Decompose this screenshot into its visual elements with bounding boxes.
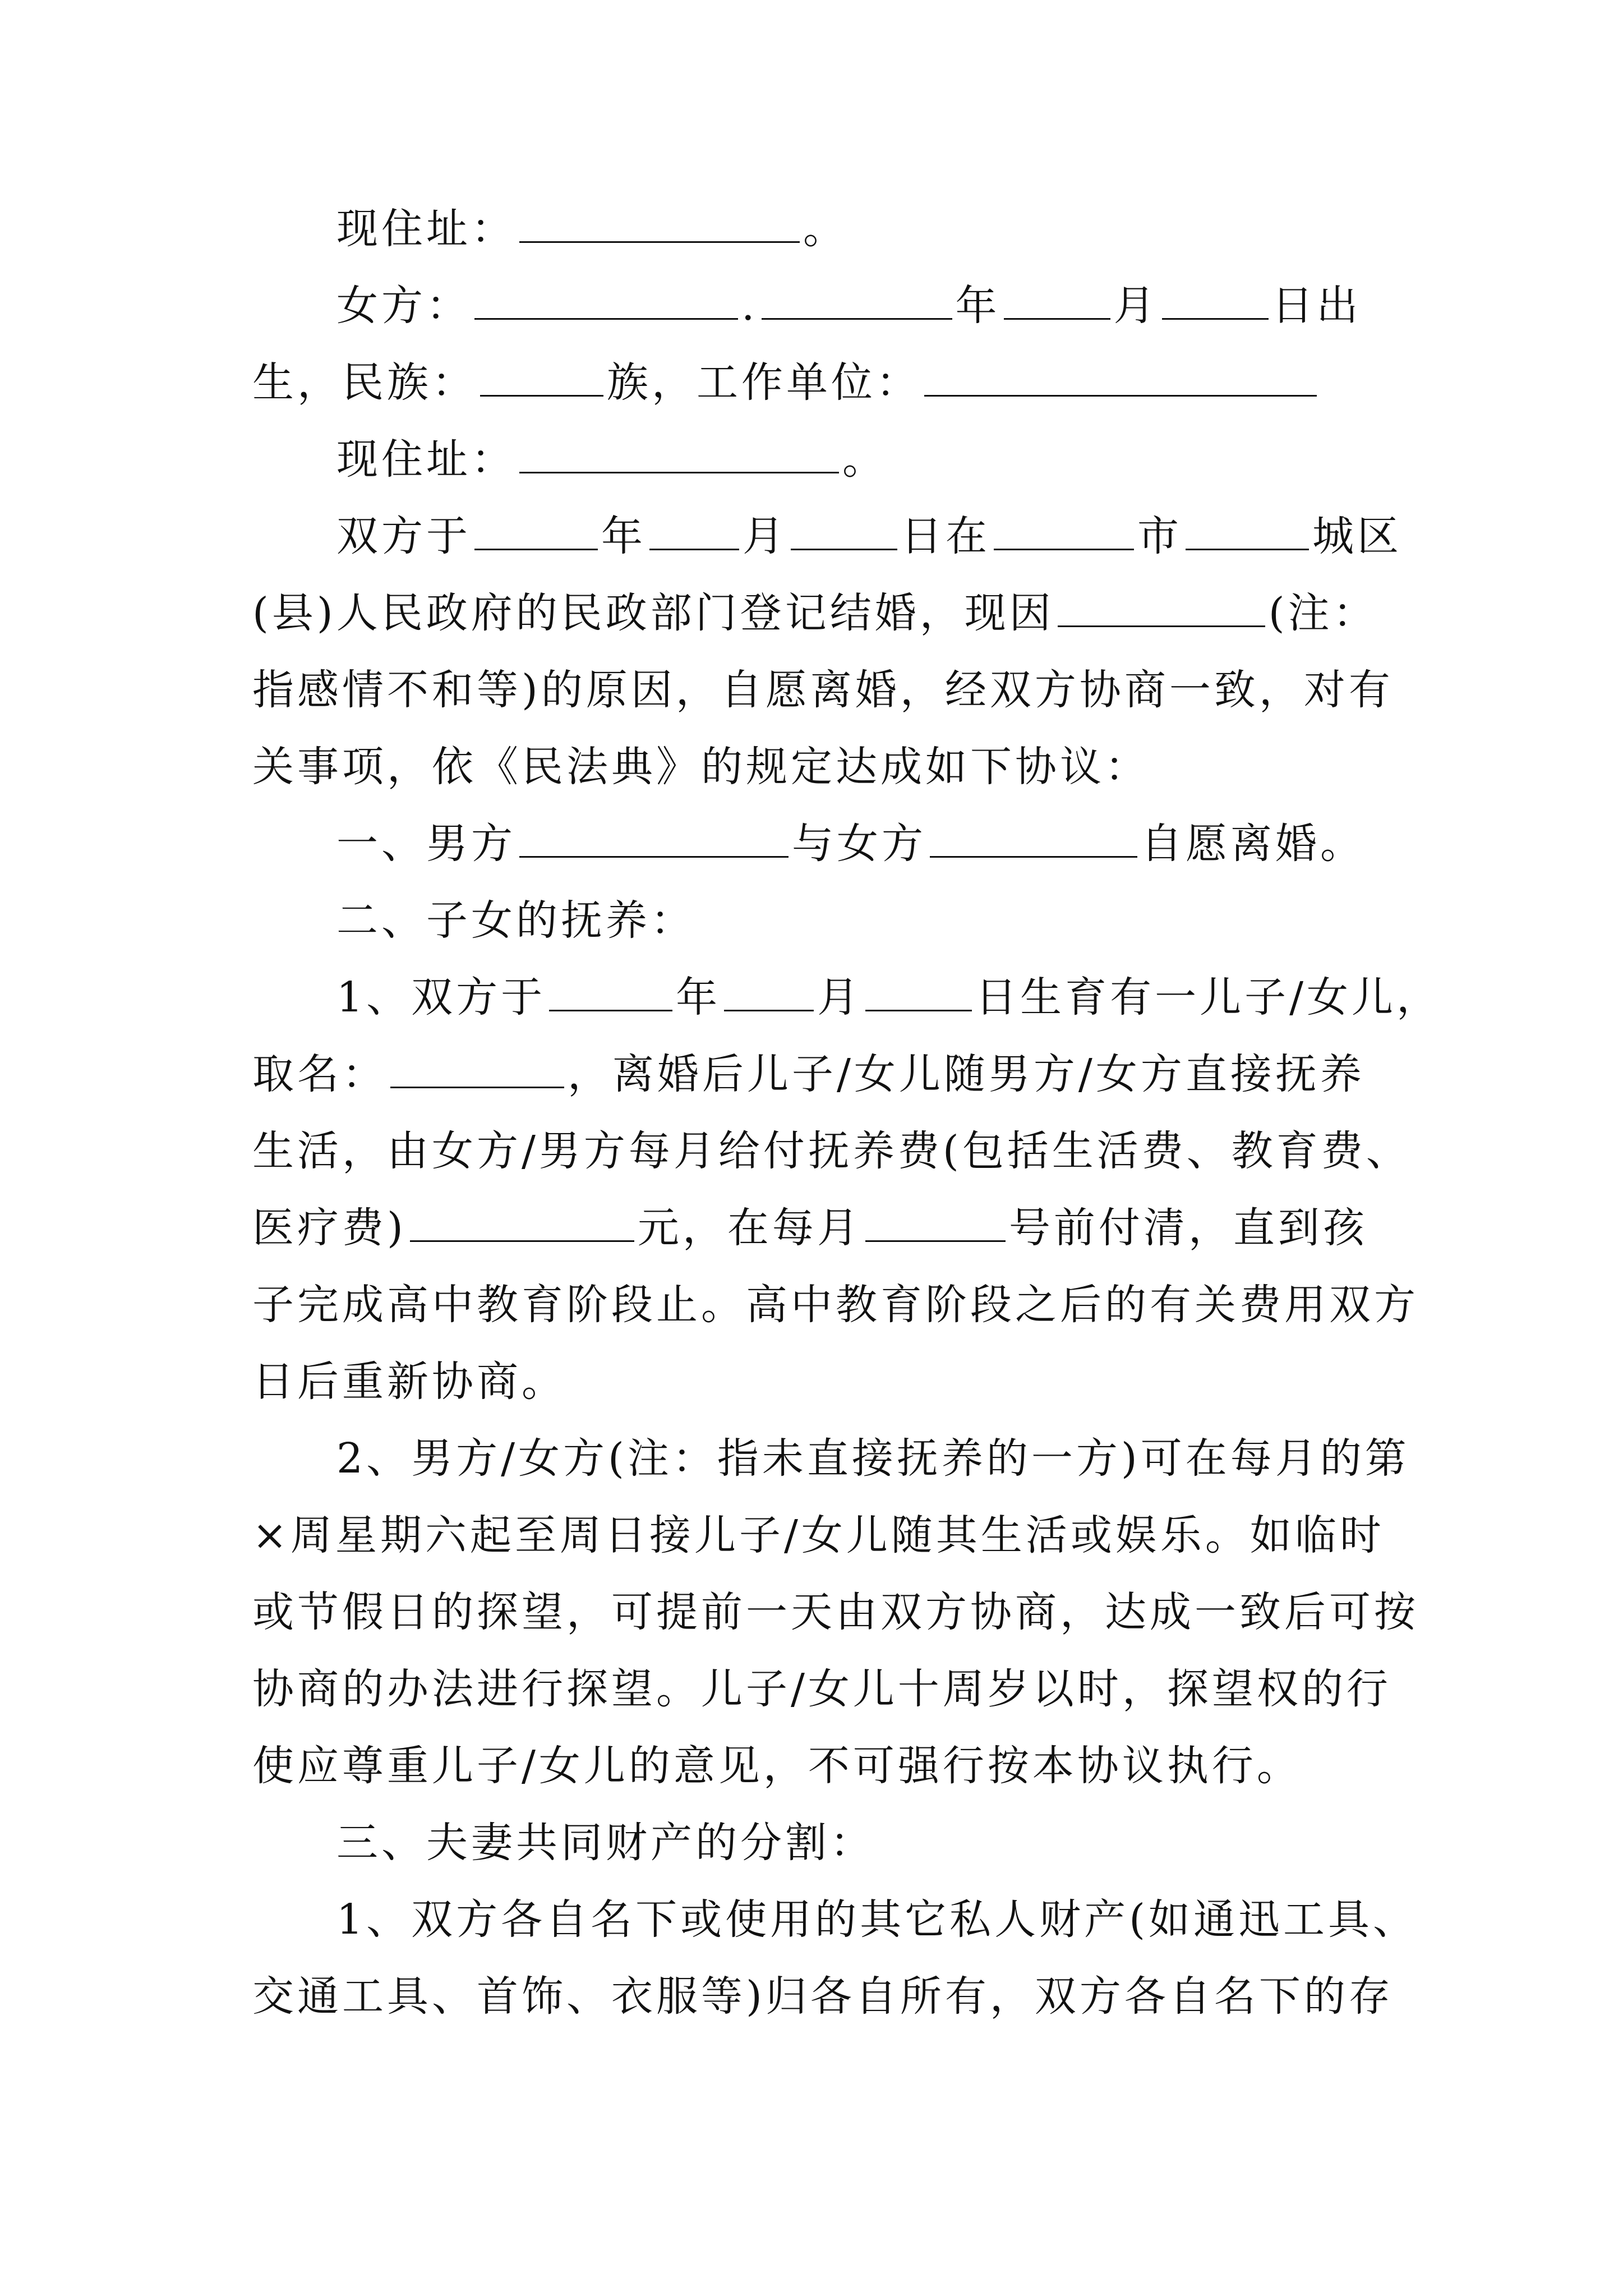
clause-3-heading: 三、夫妻共同财产的分割：: [336, 1819, 875, 1867]
birth-day-blank[interactable]: [1162, 284, 1269, 320]
period: 。: [842, 435, 887, 484]
text: 取名：: [252, 1050, 387, 1098]
text: 年: [601, 512, 646, 560]
female-name-blank[interactable]: [474, 284, 738, 320]
current-address-line-1: [252, 191, 1380, 268]
support-line: 生活，由女方/男方每月给付抚养费(包括生活费、教育费、: [252, 1127, 1411, 1175]
text: 自愿离婚。: [1141, 820, 1365, 868]
district-blank[interactable]: [1186, 515, 1309, 550]
clause-3-1-line-2: 交通工具、首饰、衣服等)归各自所有，双方各自名下的存: [252, 1972, 1394, 2021]
text: 月: [743, 512, 787, 560]
text: 日生育有一儿子/女儿，: [975, 973, 1442, 1022]
clause-2-2-line-5: 使应尊重儿子/女儿的意见，不可强行按本协议执行。: [252, 1742, 1302, 1790]
document-body: [252, 191, 1442, 2035]
child-name-line: [252, 1036, 1380, 1113]
clause-1-line: [252, 806, 1380, 882]
renegotiate-line: 日后重新协商。: [252, 1358, 566, 1406]
text: 市: [1137, 512, 1182, 560]
period: 。: [803, 205, 848, 253]
marriage-date-line: [252, 498, 1402, 575]
city-blank[interactable]: [994, 515, 1134, 550]
medical-fee-line: [252, 1190, 1380, 1267]
marriage-day-blank[interactable]: [791, 515, 897, 550]
text: 与女方: [792, 820, 926, 868]
text: 城区: [1312, 512, 1402, 560]
ethnicity-line: [252, 344, 1380, 421]
year-label: 年: [955, 282, 1000, 330]
child-birth-year-blank[interactable]: [549, 976, 672, 1011]
text: 一、男方: [336, 820, 516, 868]
day-label: 日出: [1271, 282, 1362, 330]
clause-2-2-line-1: 2、男方/女方(注：指未直接抚养的一方)可在每月的第: [336, 1434, 1410, 1483]
text: 日在: [901, 512, 990, 560]
birth-year-blank[interactable]: [762, 284, 952, 320]
child-birth-month-blank[interactable]: [724, 976, 814, 1011]
clause-2-2-line-3: 或节假日的探望，可提前一天由双方协商，达成一致后可按: [252, 1588, 1419, 1636]
support-amount-blank[interactable]: [410, 1207, 634, 1242]
clause-2-1-line: [252, 959, 1442, 1036]
text: 元，在每月: [637, 1204, 862, 1252]
address-label: 现住址：: [336, 205, 516, 253]
marriage-month-blank[interactable]: [649, 515, 739, 550]
ethnicity-blank[interactable]: [480, 361, 603, 397]
text: (县)人民政府的民政部门登记结婚，现因: [252, 589, 1054, 637]
text: 年: [676, 973, 721, 1022]
registration-line: [252, 575, 1380, 652]
address-blank[interactable]: [519, 438, 839, 473]
text: 1、双方于: [336, 973, 546, 1022]
clause-2-2-line-2: ×周星期六起至周日接儿子/女儿随其生活或娱乐。如临时: [252, 1511, 1385, 1559]
agreement-intro-line: 关事项，依《民法典》的规定达成如下协议：: [252, 743, 1150, 791]
text: 医疗费): [252, 1204, 407, 1252]
clause-2-heading: 二、子女的抚养：: [336, 896, 695, 945]
employer-blank[interactable]: [924, 361, 1317, 397]
clause-3-1-line-1: 1、双方各自名下或使用的其它私人财产(如通迅工具、: [336, 1895, 1418, 1944]
address-label: 现住址：: [336, 435, 516, 484]
child-birth-day-blank[interactable]: [865, 976, 972, 1011]
birth-month-blank[interactable]: [1004, 284, 1110, 320]
text: (注：: [1268, 589, 1378, 637]
payment-day-blank[interactable]: [865, 1207, 1006, 1242]
address-blank[interactable]: [519, 208, 800, 243]
dot: .: [741, 282, 758, 330]
male-name-blank[interactable]: [519, 822, 789, 858]
text: 号前付清，直到孩: [1008, 1204, 1368, 1252]
female-name-blank[interactable]: [930, 822, 1137, 858]
text: ，离婚后儿子/女儿随男方/女方直接抚养: [568, 1050, 1365, 1098]
child-name-blank[interactable]: [390, 1053, 564, 1088]
employer-label: 族，工作单位：: [607, 358, 921, 407]
clause-2-2-line-4: 协商的办法进行探望。儿子/女儿十周岁以时，探望权的行: [252, 1665, 1391, 1713]
female-label: 女方：: [336, 282, 471, 330]
reason-blank[interactable]: [1058, 592, 1265, 627]
ethnicity-label: 生，民族：: [252, 358, 477, 407]
text: 双方于: [336, 512, 471, 560]
current-address-line-2: [252, 421, 1380, 498]
month-label: 月: [1113, 282, 1159, 330]
education-line: 子完成高中教育阶段止。高中教育阶段之后的有关费用双方: [252, 1281, 1419, 1329]
reason-line: 指感情不和等)的原因，自愿离婚，经双方协商一致，对有: [252, 666, 1394, 714]
text: 月: [817, 973, 863, 1022]
female-party-line: [252, 268, 1380, 344]
marriage-year-blank[interactable]: [474, 515, 598, 550]
